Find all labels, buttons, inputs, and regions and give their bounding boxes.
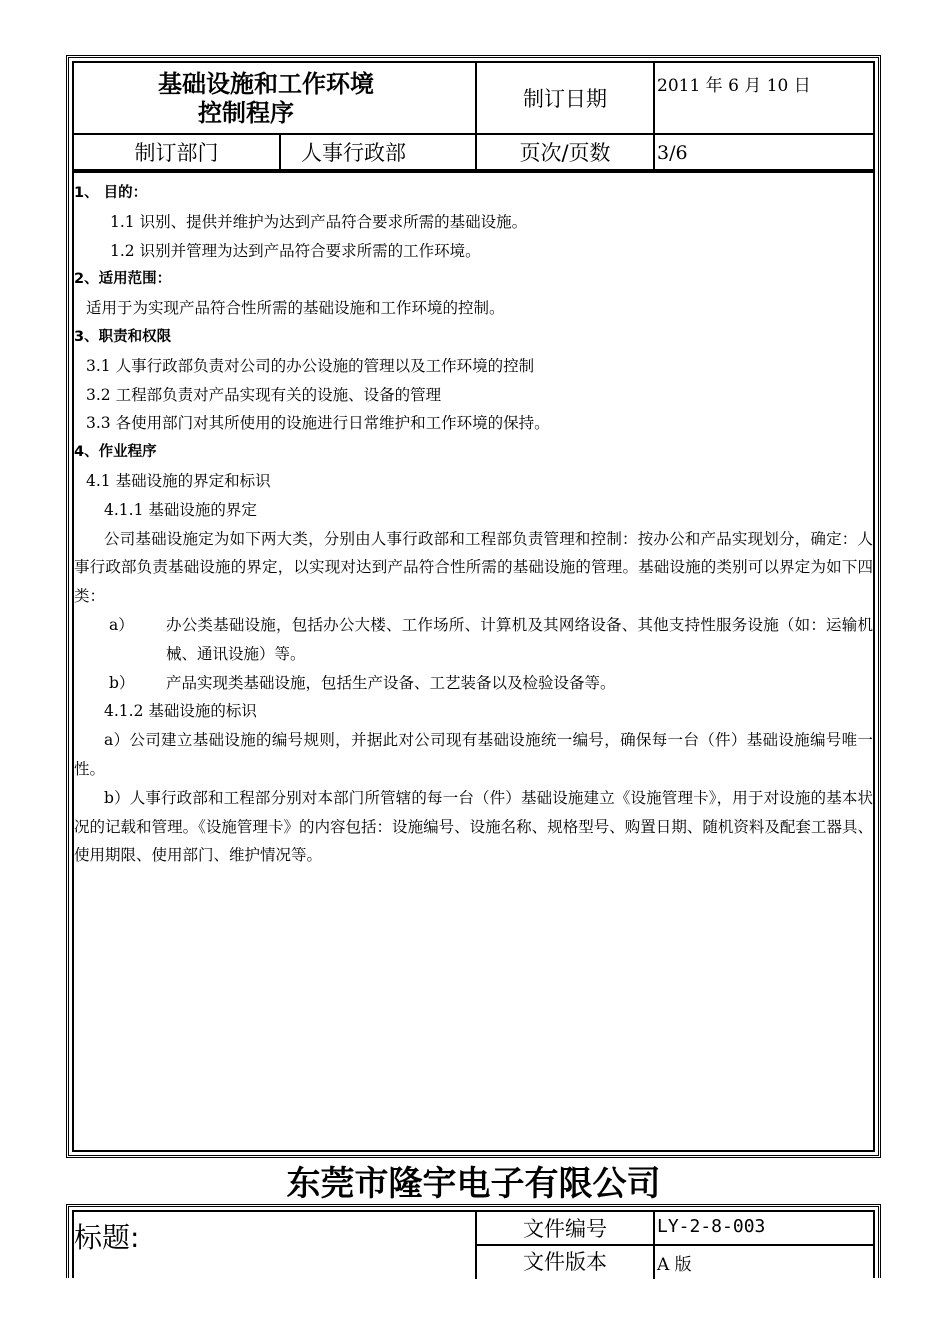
paragraph: 1.1 识别、提供并维护为达到产品符合要求所需的基础设施。 — [110, 212, 528, 231]
paragraph: 1.2 识别并管理为达到产品符合要求所需的工作环境。 — [110, 241, 481, 260]
version-value: A 版 — [657, 1255, 692, 1275]
subject-label: 标题: — [74, 1212, 477, 1279]
header-table — [74, 63, 873, 177]
paragraph: 3.2 工程部负责对产品实现有关的设施、设备的管理 — [86, 385, 442, 404]
section-heading: 3、职责和权限 — [74, 328, 172, 345]
section-heading: 2、适用范围： — [74, 271, 172, 288]
list-item — [74, 669, 873, 698]
docno-label: 文件编号 — [477, 1212, 655, 1246]
list-marker: a） — [109, 615, 134, 634]
section-heading: 1、 目的： — [74, 185, 148, 201]
list-text: 办公类基础设施，包括办公大楼、工作场所、计算机及其网络设备、其他支持性服务设施（如：运输机械、通讯设施）等。 — [166, 615, 873, 663]
title-cell — [74, 63, 477, 135]
document-frame — [66, 55, 881, 1158]
doc-title-line1: 基础设施和工作环境 — [158, 70, 374, 98]
section-heading: 4、作业程序 — [74, 444, 157, 461]
dept-value: 人事行政部 — [281, 135, 477, 171]
page-value: 3/6 — [655, 135, 873, 171]
document-body — [74, 179, 873, 870]
paragraph: 3.1 人事行政部负责对公司的办公设施的管理以及工作环境的控制 — [86, 356, 535, 375]
page-label: 页次/页数 — [477, 135, 655, 171]
paragraph: 公司基础设施定为如下两大类，分别由人事行政部和工程部负责管理和控制：按办公和产品实现划分，确定：人事行政部负责基础设施的界定，以实现对达到产品符合性所需的基础设施的管理。基础设施的类别可以界定为如下四类： — [74, 529, 873, 606]
date-value: 2011 年 6 月 10 日 — [655, 63, 873, 135]
paragraph: 4.1.1 基础设施的界定 — [104, 500, 257, 519]
paragraph: 4.1.2 基础设施的标识 — [104, 702, 257, 721]
version-label: 文件版本 — [477, 1246, 655, 1279]
date-label: 制订日期 — [477, 63, 655, 135]
dept-label: 制订部门 — [74, 135, 281, 171]
paragraph: 3.3 各使用部门对其所使用的设施进行日常维护和工作环境的保持。 — [86, 414, 550, 433]
paragraph: b）人事行政部和工程部分别对本部门所管辖的每一台（件）基础设施建立《设施管理卡》，用于对设施的基本状况的记载和管理。《设施管理卡》的内容包括：设施编号、设施名称、规格型号、购置日期、随机资料及配套工器具、使用期限、使用部门、维护情况等。 — [74, 788, 873, 865]
paragraph: 4.1 基础设施的界定和标识 — [86, 471, 271, 490]
paragraph: 适用于为实现产品符合性所需的基础设施和工作环境的控制。 — [86, 299, 505, 318]
list-marker: b） — [109, 673, 135, 692]
paragraph: a）公司建立基础设施的编号规则，并据此对公司现有基础设施统一编号，确保每一台（件）基础设施编号唯一性。 — [74, 731, 873, 778]
docno-value: LY-2-8-003 — [655, 1212, 873, 1246]
doc-title-line2: 控制程序 — [198, 99, 294, 127]
footer-table — [66, 1204, 881, 1278]
list-item — [74, 611, 873, 669]
list-text: 产品实现类基础设施，包括生产设备、工艺装备以及检验设备等。 — [166, 673, 616, 692]
company-name: 东莞市隆宇电子有限公司 — [286, 1164, 661, 1204]
